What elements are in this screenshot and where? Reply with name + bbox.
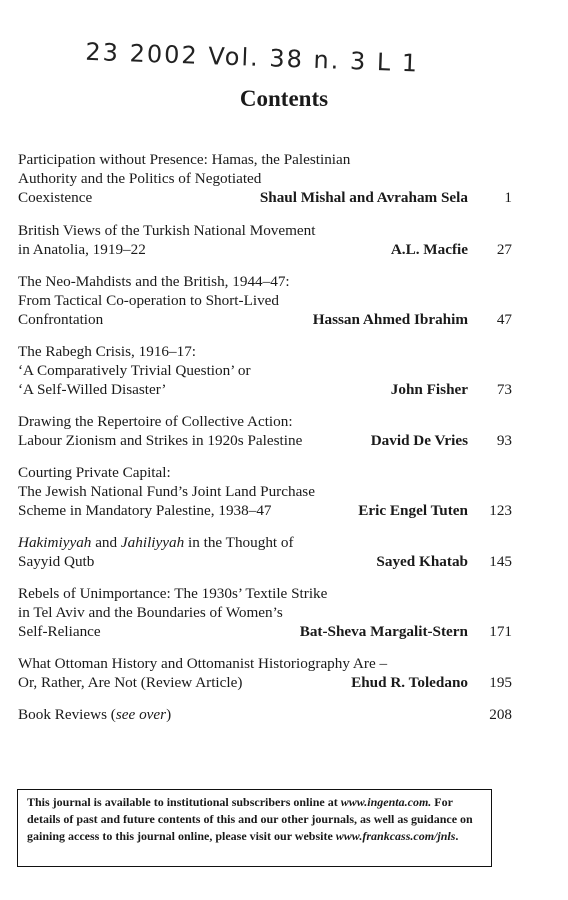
entry-title-fragment: in the Thought of: [184, 534, 294, 551]
toc-entry: [18, 150, 512, 207]
entry-page-number: 123: [489, 502, 512, 519]
entry-title-line: The Neo-Mahdists and the British, 1944–47:: [18, 273, 290, 290]
entry-last-line: [18, 501, 512, 520]
toc-entry: [18, 221, 512, 259]
notice-fragment: This journal is available to institutional subscribers online at: [27, 795, 341, 809]
book-reviews-entry: [18, 705, 512, 724]
entry-title-line: From Tactical Co-operation to Short-Lived: [18, 292, 280, 309]
entry-title-line: Scheme in Mandatory Palestine, 1938–47: [18, 502, 272, 519]
entry-title-line: [18, 533, 512, 552]
entry-page-number: 145: [489, 553, 512, 570]
page-title: Contents: [239, 86, 329, 111]
italic-term: Jahiliyyah: [120, 534, 185, 551]
entry-last-line: [18, 380, 512, 399]
table-of-contents: [18, 150, 512, 723]
entry-title-line: ‘A Comparatively Trivial Question’ or: [18, 362, 251, 379]
entry-page-number: 73: [496, 381, 512, 398]
italic-term: Hakimiyyah: [18, 534, 92, 551]
entry-last-line: [18, 673, 512, 692]
toc-entry: [18, 463, 512, 520]
entry-last-line: [18, 431, 512, 450]
entry-last-line: [18, 188, 512, 207]
handwritten-annotation: 23 2002 Vol. 38 n. 3 L 1: [84, 37, 420, 78]
toc-entry: [18, 584, 512, 641]
entry-title-line: in Tel Aviv and the Boundaries of Women’s: [18, 604, 283, 621]
frankcass-link[interactable]: www.frankcass.com/jnls: [335, 829, 456, 843]
entry-page-number: 195: [489, 674, 512, 691]
notice-fragment: .: [455, 829, 459, 843]
entry-author: John Fisher: [390, 381, 468, 398]
entry-author: Shaul Mishal and Avraham Sela: [259, 189, 468, 206]
entry-last-line: [18, 622, 512, 641]
entry-author: Sayed Khatab: [376, 553, 468, 570]
entry-author: Bat-Sheva Margalit-Stern: [299, 623, 468, 640]
entry-last-line: [18, 240, 512, 259]
book-reviews-note: see over: [115, 706, 167, 723]
entry-title-line: Rebels of Unimportance: The 1930s’ Textile Strike: [18, 585, 328, 602]
toc-entry: [18, 342, 512, 399]
entry-page-number: 47: [496, 311, 512, 328]
entry-title-line: British Views of the Turkish National Movement: [18, 222, 316, 239]
entry-page-number: 27: [496, 241, 512, 258]
notice-fragment: For details of past and future contents of this and our other journals, as well as guidance on gaining access to this journal online, please visit our website: [27, 795, 473, 843]
notice-text: [27, 794, 482, 845]
book-reviews-close: ): [166, 706, 172, 723]
online-access-notice: [17, 789, 492, 867]
toc-entry: [18, 272, 512, 329]
entry-page-number: 1: [504, 189, 512, 206]
ingenta-link[interactable]: www.ingenta.com.: [340, 795, 432, 809]
toc-entry: [18, 654, 512, 692]
toc-entry: [18, 412, 512, 450]
entry-author: Eric Engel Tuten: [358, 502, 468, 519]
entry-page-number: 208: [489, 706, 512, 723]
entry-title-line: Confrontation: [18, 311, 104, 328]
entry-title-line: Drawing the Repertoire of Collective Action:: [18, 413, 293, 430]
entry-author: Ehud R. Toledano: [351, 674, 468, 691]
entry-last-line: [18, 552, 512, 571]
entry-title-fragment: and: [91, 534, 121, 551]
entry-author: David De Vries: [370, 432, 468, 449]
entry-title-line: Self-Reliance: [18, 623, 101, 640]
entry-title-line: Or, Rather, Are Not (Review Article): [18, 674, 243, 691]
entry-author: Hassan Ahmed Ibrahim: [312, 311, 468, 328]
book-reviews-label: Book Reviews (: [18, 706, 116, 723]
entry-title-line: What Ottoman History and Ottomanist Historiography Are –: [18, 655, 388, 672]
entry-title-line: The Jewish National Fund’s Joint Land Purchase: [18, 483, 315, 500]
toc-entry: [18, 533, 512, 571]
entry-title-line: in Anatolia, 1919–22: [18, 241, 146, 258]
entry-title-line: Sayyid Qutb: [18, 553, 95, 570]
entry-last-line: [18, 310, 512, 329]
entry-title-line: ‘A Self-Willed Disaster’: [18, 381, 167, 398]
entry-title-line: Coexistence: [18, 189, 93, 206]
entry-title-line: Authority and the Politics of Negotiated: [18, 170, 262, 187]
entry-title-line: Labour Zionism and Strikes in 1920s Palestine: [18, 432, 303, 449]
entry-last-line: [18, 705, 512, 724]
entry-page-number: 171: [489, 623, 512, 640]
entry-page-number: 93: [496, 432, 512, 449]
entry-author: A.L. Macfie: [390, 241, 468, 258]
entry-title-line: Participation without Presence: Hamas, the Palestinian: [18, 151, 351, 168]
entry-title-line: Courting Private Capital:: [18, 464, 171, 481]
entry-title-line: The Rabegh Crisis, 1916–17:: [18, 343, 197, 360]
